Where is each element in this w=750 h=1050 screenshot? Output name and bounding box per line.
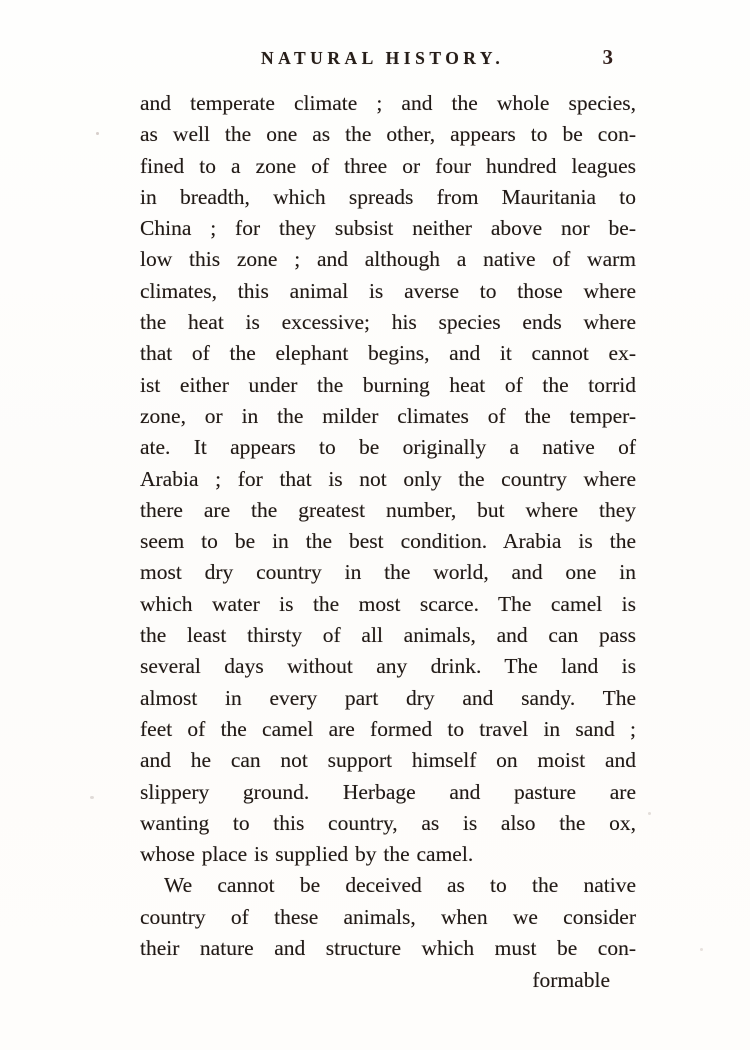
- text-line: Arabia ; for that is not only the country where: [140, 466, 636, 491]
- text-line: feet of the camel are formed to travel in sand ;: [140, 716, 636, 741]
- text-line: slippery ground. Herbage and pasture are: [140, 779, 636, 804]
- text-line: and he can not support himself on moist and: [140, 748, 636, 773]
- text-line: the heat is excessive; his species ends where: [140, 310, 636, 335]
- scan-speck: [700, 948, 703, 951]
- text-line: China ; for they subsist neither above nor be-: [140, 216, 636, 241]
- catchword: formable: [532, 968, 610, 993]
- text-line: their nature and structure which must be con-: [140, 936, 636, 961]
- scan-speck: [90, 796, 94, 799]
- text-line: ate. It appears to be originally a native of: [140, 435, 636, 460]
- text-line: the least thirsty of all animals, and can pass: [140, 623, 636, 648]
- text-line: We cannot be deceived as to the native: [164, 873, 636, 898]
- text-line: country of these animals, when we consider: [140, 904, 636, 929]
- text-line: wanting to this country, as is also the ox,: [140, 810, 636, 835]
- text-line: fined to a zone of three or four hundred leagues: [140, 153, 636, 178]
- text-line: most dry country in the world, and one in: [140, 560, 636, 585]
- text-line: almost in every part dry and sandy. The: [140, 685, 636, 710]
- text-line: seem to be in the best condition. Arabia is the: [140, 529, 636, 554]
- scan-speck: [648, 812, 651, 815]
- scan-speck: [96, 132, 99, 135]
- body-text: [140, 88, 636, 997]
- text-line: and temperate climate ; and the whole species,: [140, 91, 636, 115]
- text-line: climates, this animal is averse to those where: [140, 278, 636, 303]
- text-line: whose place is supplied by the camel.: [140, 842, 474, 867]
- text-line: several days without any drink. The land is: [140, 654, 636, 679]
- page-number: 3: [602, 45, 613, 69]
- running-header: [140, 45, 635, 78]
- text-line: in breadth, which spreads from Mauritania to: [140, 184, 636, 209]
- text-line: as well the one as the other, appears to be con-: [140, 122, 636, 147]
- text-line: low this zone ; and although a native of warm: [140, 247, 636, 272]
- text-line: there are the greatest number, but where they: [140, 497, 636, 522]
- running-title: NATURAL HISTORY.: [261, 48, 505, 68]
- text-line: which water is the most scarce. The camel is: [140, 591, 636, 616]
- text-line: ist either under the burning heat of the torrid: [140, 372, 636, 397]
- text-line: that of the elephant begins, and it cannot ex-: [140, 341, 636, 366]
- text-line: zone, or in the milder climates of the temper-: [140, 403, 636, 428]
